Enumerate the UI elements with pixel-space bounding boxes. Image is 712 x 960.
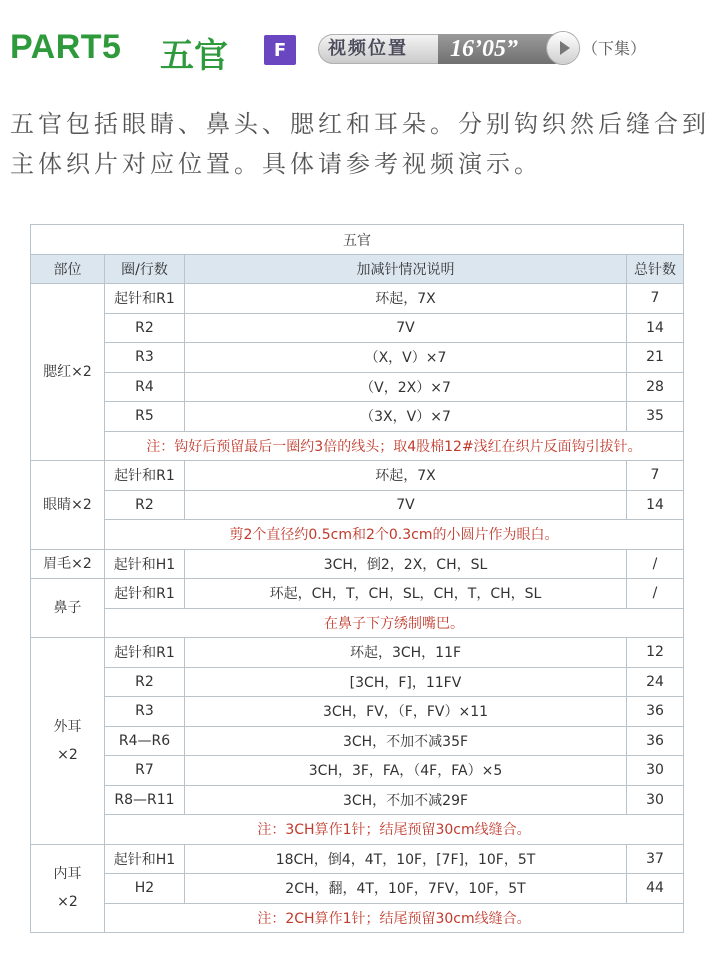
description-cell: 3CH，3F，FA，（4F，FA）×5 [185, 756, 627, 786]
video-timestamp: 16’05” [438, 34, 568, 64]
total-stitches-cell: 7 [627, 284, 684, 314]
table-row [31, 756, 684, 786]
description-cell: （3X，V）×7 [185, 402, 627, 432]
round-cell: R2 [105, 313, 185, 343]
table-row [31, 284, 684, 314]
note-cell: 在鼻子下方绣制嘴巴。 [105, 608, 684, 638]
table-row [31, 844, 684, 874]
description-cell: 环起，CH，T，CH，SL，CH，T，CH，SL [185, 579, 627, 609]
part-cell: 眼睛×2 [31, 461, 105, 550]
description-cell: 3CH，倒2，2X，CH，SL [185, 549, 627, 579]
description-cell: 3CH，不加不减29F [185, 785, 627, 815]
table-row [31, 726, 684, 756]
table-header-row [31, 255, 684, 284]
total-stitches-cell: 24 [627, 667, 684, 697]
note-row [31, 815, 684, 845]
total-stitches-cell: 30 [627, 756, 684, 786]
table-row [31, 313, 684, 343]
note-cell: 注：钩好后预留最后一圈约3倍的线头；取4股棉12#浅红在织片反面钩引拔针。 [105, 431, 684, 461]
description-cell: 7V [185, 313, 627, 343]
total-stitches-cell: 14 [627, 313, 684, 343]
part-number: PART5 [10, 28, 122, 66]
round-cell: R2 [105, 667, 185, 697]
table-row [31, 785, 684, 815]
features-table [30, 224, 684, 933]
table-row [31, 697, 684, 727]
table-row [31, 461, 684, 491]
note-row [31, 431, 684, 461]
round-cell: R2 [105, 490, 185, 520]
round-cell: R3 [105, 697, 185, 727]
round-cell: R4 [105, 372, 185, 402]
description-cell: （X，V）×7 [185, 343, 627, 373]
description-cell: 环起，7X [185, 284, 627, 314]
table-row [31, 638, 684, 668]
round-cell: 起针和H1 [105, 549, 185, 579]
table-row [31, 579, 684, 609]
note-cell: 注：3CH算作1针；结尾预留30cm线缝合。 [105, 815, 684, 845]
round-cell: 起针和R1 [105, 461, 185, 491]
total-stitches-cell: 44 [627, 874, 684, 904]
video-position-bar[interactable] [318, 34, 568, 64]
total-stitches-cell: / [627, 549, 684, 579]
part-cell: 腮红×2 [31, 284, 105, 461]
description-cell: 18CH，倒4，4T，10F，[7F]，10F，5T [185, 844, 627, 874]
total-stitches-cell: 14 [627, 490, 684, 520]
note-cell: 注：2CH算作1针；结尾预留30cm线缝合。 [105, 903, 684, 933]
part-cell: 眉毛×2 [31, 549, 105, 579]
round-cell: 起针和R1 [105, 284, 185, 314]
part-name: 五官 [160, 36, 228, 76]
total-stitches-cell: 36 [627, 726, 684, 756]
round-cell: R8—R11 [105, 785, 185, 815]
table-row [31, 490, 684, 520]
note-row [31, 520, 684, 550]
round-cell: R5 [105, 402, 185, 432]
video-position-label: 视频位置 [328, 38, 408, 59]
note-cell: 剪2个直径约0.5cm和2个0.3cm的小圆片作为眼白。 [105, 520, 684, 550]
description-cell: 2CH，翻，4T，10F，7FV，10F，5T [185, 874, 627, 904]
description-cell: 3CH，FV，（F，FV）×11 [185, 697, 627, 727]
column-header: 加减针情况说明 [185, 255, 627, 284]
description-cell: （V，2X）×7 [185, 372, 627, 402]
column-header: 部位 [31, 255, 105, 284]
total-stitches-cell: 35 [627, 402, 684, 432]
total-stitches-cell: 30 [627, 785, 684, 815]
table-row [31, 372, 684, 402]
table-title: 五官 [31, 225, 684, 255]
column-header: 总针数 [627, 255, 684, 284]
total-stitches-cell: 36 [627, 697, 684, 727]
column-header: 圈/行数 [105, 255, 185, 284]
total-stitches-cell: 7 [627, 461, 684, 491]
part-cell: 内耳 ×2 [31, 844, 105, 933]
description-cell: 3CH，不加不减35F [185, 726, 627, 756]
level-badge: F [264, 35, 296, 65]
note-row [31, 608, 684, 638]
table-title-row [31, 225, 684, 255]
description-cell: 环起，7X [185, 461, 627, 491]
round-cell: R4—R6 [105, 726, 185, 756]
round-cell: R3 [105, 343, 185, 373]
total-stitches-cell: / [627, 579, 684, 609]
table-row [31, 402, 684, 432]
description-cell: [3CH，F]，11FV [185, 667, 627, 697]
part-cell: 鼻子 [31, 579, 105, 638]
table-row [31, 549, 684, 579]
round-cell: H2 [105, 874, 185, 904]
intro-paragraph: 五官包括眼睛、鼻头、腮红和耳朵。分别钩织然后缝合到主体织片对应位置。具体请参考视频演示。 [10, 110, 710, 178]
next-episode-label: （下集） [582, 39, 647, 58]
round-cell: R7 [105, 756, 185, 786]
description-cell: 7V [185, 490, 627, 520]
description-cell: 环起，3CH，11F [185, 638, 627, 668]
section-header [10, 24, 710, 74]
note-row [31, 903, 684, 933]
total-stitches-cell: 12 [627, 638, 684, 668]
round-cell: 起针和R1 [105, 579, 185, 609]
table-row [31, 874, 684, 904]
total-stitches-cell: 21 [627, 343, 684, 373]
table-row [31, 343, 684, 373]
round-cell: 起针和R1 [105, 638, 185, 668]
play-icon[interactable] [547, 32, 579, 64]
total-stitches-cell: 28 [627, 372, 684, 402]
part-cell: 外耳 ×2 [31, 638, 105, 845]
table-row [31, 667, 684, 697]
round-cell: 起针和H1 [105, 844, 185, 874]
total-stitches-cell: 37 [627, 844, 684, 874]
